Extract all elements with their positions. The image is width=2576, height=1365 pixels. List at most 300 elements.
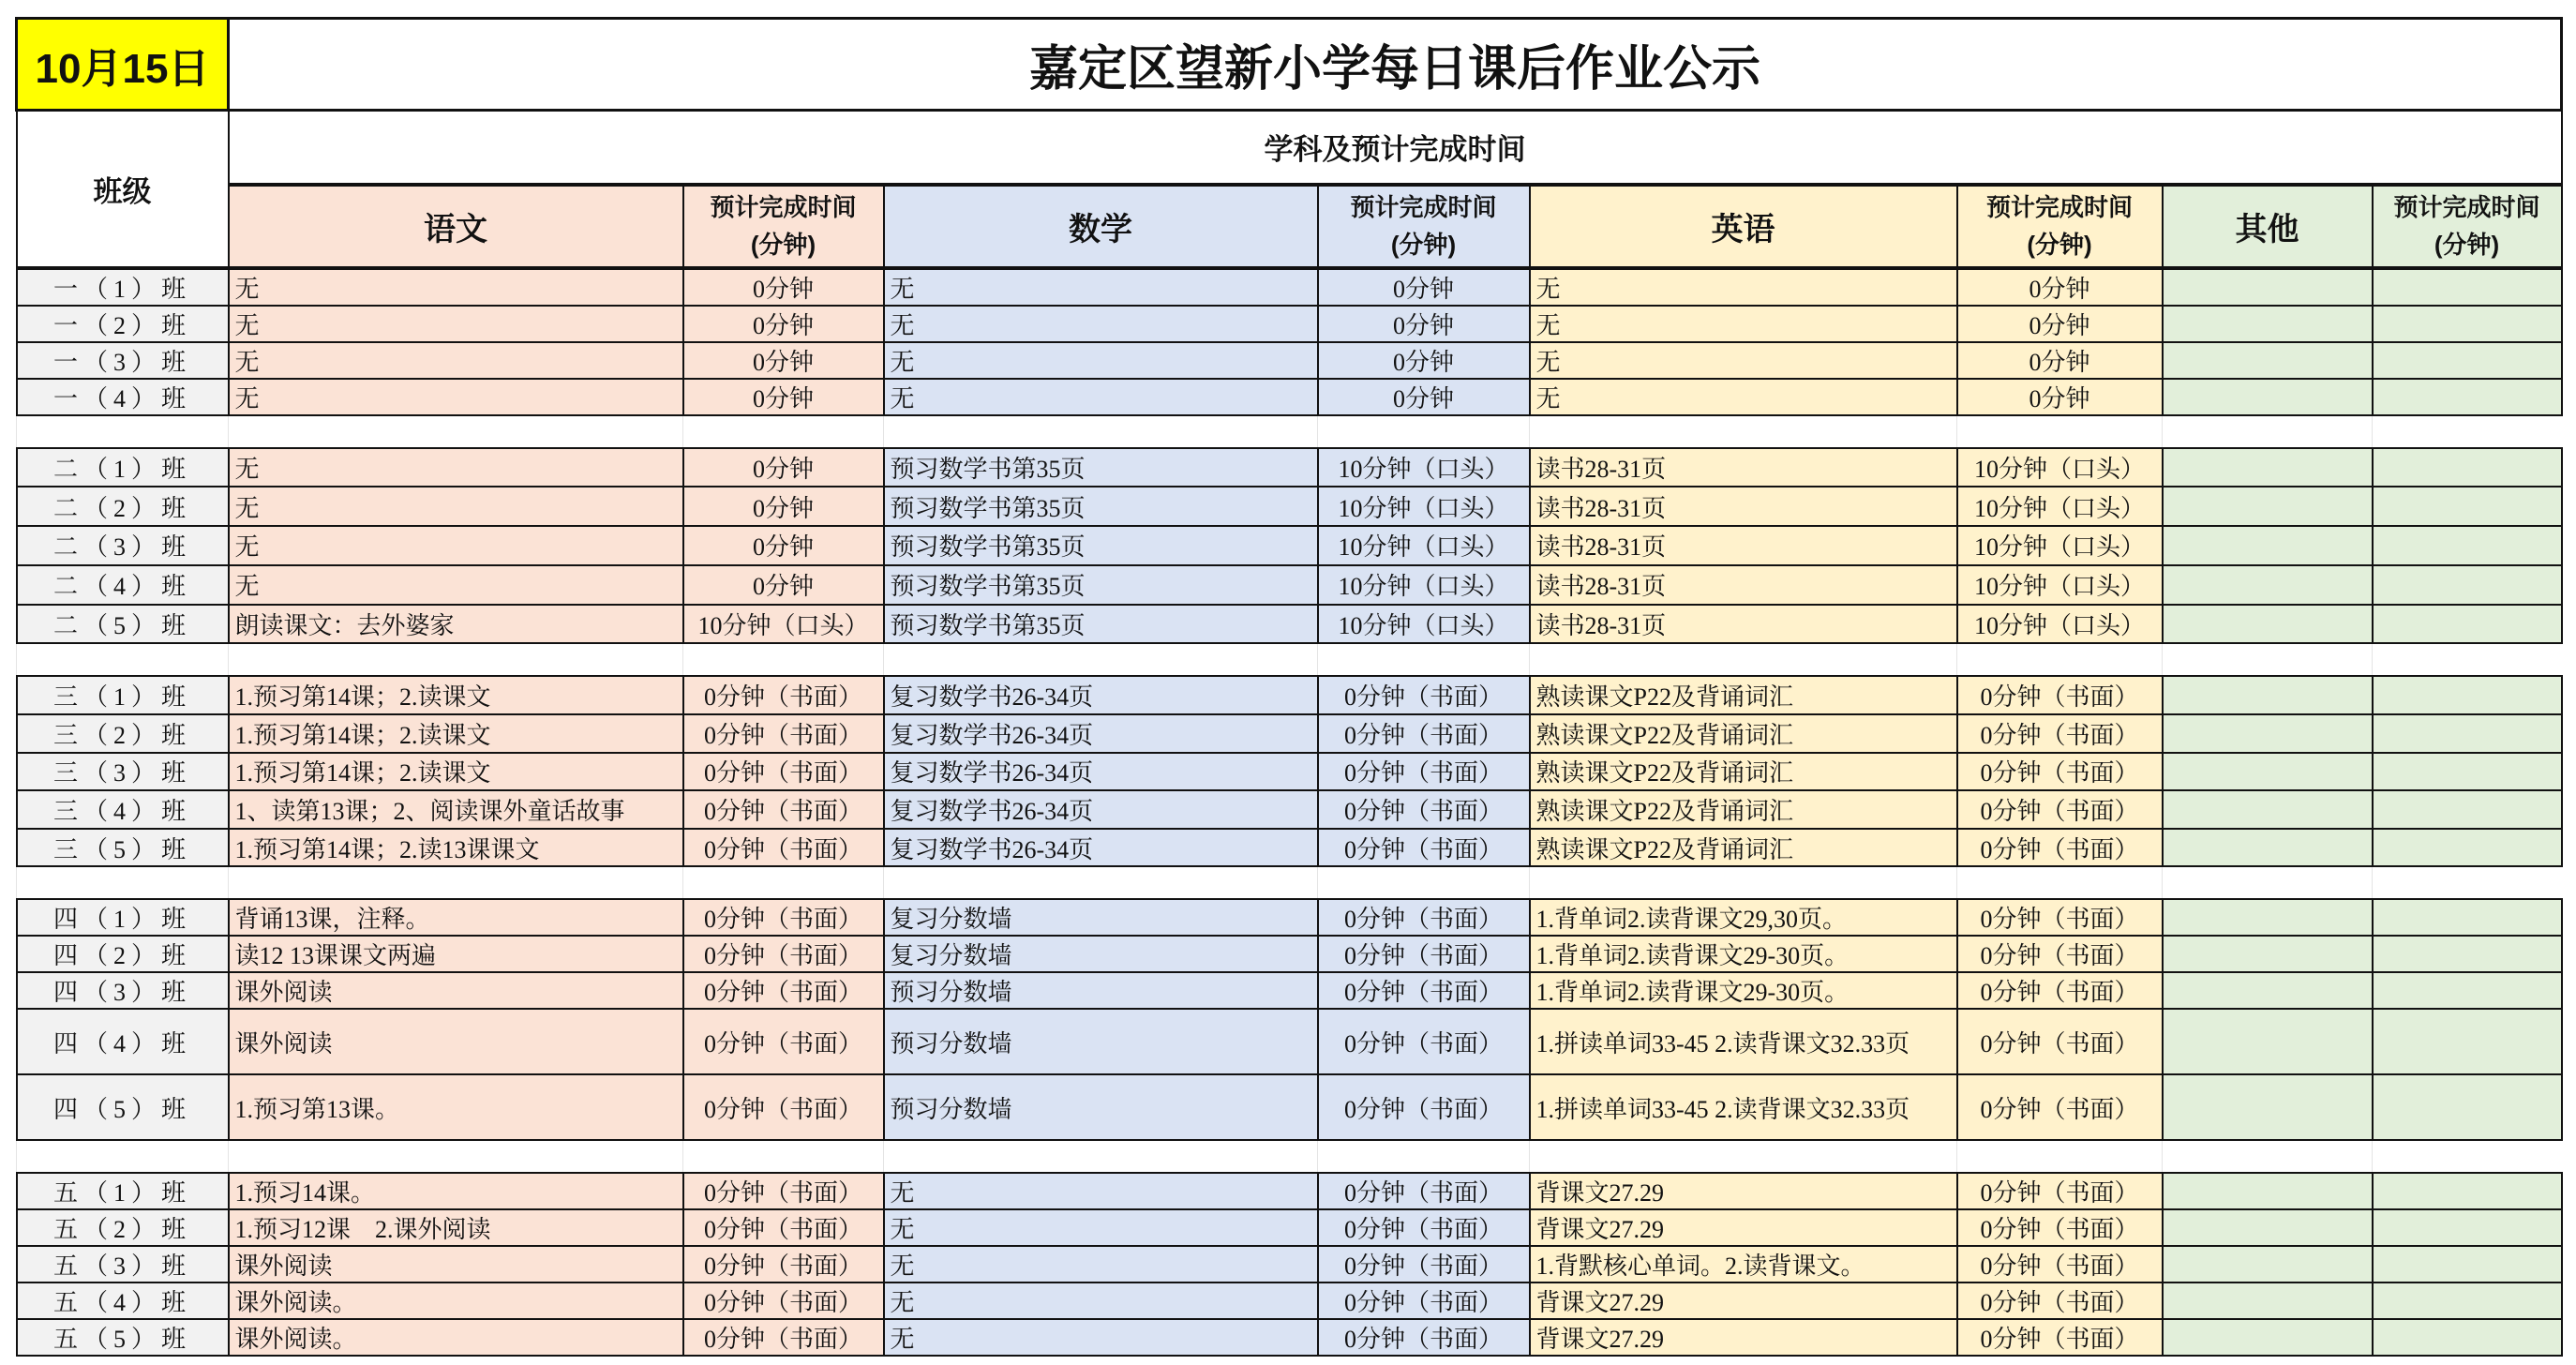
class-cell: 一（4）班 [17,379,229,415]
other-time [2373,899,2562,936]
spacer-cell [884,866,1318,899]
class-cell: 五（1）班 [17,1173,229,1209]
other-time [2373,487,2562,526]
chinese-time: 0分钟（书面） [683,714,884,753]
other-homework [2163,1246,2373,1282]
page-title: 嘉定区望新小学每日课后作业公示 [229,19,2562,111]
spacer-cell [229,415,683,448]
other-homework [2163,1209,2373,1246]
chinese-time: 0分钟（书面） [683,790,884,829]
spacer-cell [2373,415,2562,448]
spacer-cell [2163,866,2373,899]
english-time: 0分钟 [1957,379,2163,415]
grade-spacer [17,1140,2562,1173]
spacer-cell [2163,415,2373,448]
other-time [2373,1074,2562,1140]
other-homework [2163,829,2373,867]
english-homework: 背课文27.29 [1530,1209,1957,1246]
grade-spacer [17,866,2562,899]
english-homework: 读书28-31页 [1530,605,1957,644]
other-homework [2163,714,2373,753]
time-header-line1: 预计完成时间 [710,193,857,221]
other-header: 其他 [2163,185,2373,268]
math-header: 数学 [884,185,1318,268]
math-time: 10分钟（口头） [1318,565,1530,605]
chinese-homework: 无 [229,448,683,488]
math-time: 0分钟 [1318,342,1530,379]
english-time: 0分钟 [1957,306,2163,342]
table-row [17,972,2562,1009]
math-time: 0分钟（书面） [1318,714,1530,753]
grade-spacer [17,643,2562,676]
time-header-line2: (分钟) [2027,231,2092,259]
grade-spacer [17,415,2562,448]
english-homework: 1.背单词2.读背课文29-30页。 [1530,972,1957,1009]
spacer-cell [2163,643,2373,676]
math-time: 10分钟（口头） [1318,605,1530,644]
chinese-time: 0分钟（书面） [683,1246,884,1282]
spacer-cell [2163,1140,2373,1173]
other-time [2373,526,2562,565]
english-homework: 熟读课文P22及背诵词汇 [1530,714,1957,753]
chinese-homework: 无 [229,565,683,605]
table-row [17,487,2562,526]
english-homework: 1.拼读单词33-45 2.读背课文32.33页 [1530,1074,1957,1140]
table-row [17,1246,2562,1282]
time-header-line2: (分钟) [1390,231,1457,259]
chinese-time: 0分钟（书面） [683,676,884,714]
math-time: 10分钟（口头） [1318,526,1530,565]
chinese-homework: 1.预习第14课；2.读13课课文 [229,829,683,867]
english-time: 0分钟（书面） [1957,1246,2163,1282]
english-time: 0分钟（书面） [1957,714,2163,753]
english-homework: 背课文27.29 [1530,1173,1957,1209]
spacer-cell [683,643,884,676]
chinese-homework: 课外阅读 [229,972,683,1009]
class-cell: 五（3）班 [17,1246,229,1282]
chinese-homework: 朗读课文：去外婆家 [229,605,683,644]
math-time: 0分钟（书面） [1318,1246,1530,1282]
chinese-homework: 1.预习第14课；2.读课文 [229,676,683,714]
class-cell: 二（1）班 [17,448,229,488]
table-row [17,676,2562,714]
chinese-time: 0分钟 [683,379,884,415]
table-row [17,1282,2562,1319]
chinese-time: 0分钟（书面） [683,1173,884,1209]
chinese-time: 0分钟 [683,487,884,526]
chinese-homework: 无 [229,526,683,565]
english-homework: 读书28-31页 [1530,526,1957,565]
other-time [2373,1173,2562,1209]
table-row [17,268,2562,306]
class-cell: 一（2）班 [17,306,229,342]
math-homework: 预习分数墙 [884,972,1318,1009]
chinese-time: 0分钟 [683,342,884,379]
math-time: 10分钟（口头） [1318,487,1530,526]
class-cell: 四（4）班 [17,1009,229,1074]
class-header: 班级 [17,111,229,268]
other-time [2373,972,2562,1009]
english-homework: 无 [1530,268,1957,306]
other-homework [2163,972,2373,1009]
spacer-cell [1318,643,1530,676]
english-homework: 读书28-31页 [1530,565,1957,605]
other-homework [2163,487,2373,526]
table-row [17,829,2562,867]
spacer-cell [683,415,884,448]
math-time: 0分钟（书面） [1318,753,1530,791]
spacer-cell [1530,1140,1957,1173]
math-homework: 无 [884,342,1318,379]
class-cell: 三（2）班 [17,714,229,753]
table-row [17,899,2562,936]
english-homework: 熟读课文P22及背诵词汇 [1530,753,1957,791]
english-time-header [1957,185,2163,268]
class-cell: 四（2）班 [17,936,229,972]
class-cell: 二（5）班 [17,605,229,644]
spacer-cell [2373,866,2562,899]
table-row [17,1173,2562,1209]
other-time [2373,342,2562,379]
english-time: 0分钟 [1957,268,2163,306]
chinese-time: 0分钟（书面） [683,972,884,1009]
math-homework: 预习数学书第35页 [884,526,1318,565]
english-time: 10分钟（口头） [1957,487,2163,526]
other-time [2373,448,2562,488]
english-time: 0分钟（书面） [1957,899,2163,936]
math-homework: 无 [884,1209,1318,1246]
other-time [2373,379,2562,415]
chinese-homework: 课外阅读。 [229,1282,683,1319]
math-time: 0分钟（书面） [1318,972,1530,1009]
math-homework: 复习数学书26-34页 [884,753,1318,791]
spacer-cell [17,643,229,676]
math-time: 0分钟（书面） [1318,1074,1530,1140]
math-time-header [1318,185,1530,268]
spacer-cell [683,1140,884,1173]
english-homework: 背课文27.29 [1530,1282,1957,1319]
spacer-cell [1957,415,2163,448]
english-homework: 熟读课文P22及背诵词汇 [1530,676,1957,714]
time-header-line2: (分钟) [750,231,816,259]
english-homework: 无 [1530,342,1957,379]
math-time: 0分钟 [1318,306,1530,342]
chinese-time: 0分钟（书面） [683,936,884,972]
spacer-cell [229,1140,683,1173]
other-time-header [2373,185,2562,268]
spacer-cell [1957,866,2163,899]
class-cell: 二（2）班 [17,487,229,526]
other-time [2373,1209,2562,1246]
math-time: 0分钟（书面） [1318,676,1530,714]
math-homework: 复习分数墙 [884,936,1318,972]
english-time: 0分钟（书面） [1957,753,2163,791]
math-homework: 无 [884,1173,1318,1209]
table-row [17,605,2562,644]
english-homework: 无 [1530,306,1957,342]
class-cell: 二（4）班 [17,565,229,605]
chinese-time: 10分钟（口头） [683,605,884,644]
class-cell: 三（3）班 [17,753,229,791]
chinese-time: 0分钟（书面） [683,1319,884,1356]
chinese-time: 0分钟 [683,448,884,488]
chinese-homework: 无 [229,268,683,306]
subject-header: 学科及预计完成时间 [229,111,2562,185]
class-cell: 四（1）班 [17,899,229,936]
table-row [17,1319,2562,1356]
spacer-cell [1318,415,1530,448]
table-row [17,342,2562,379]
chinese-homework: 课外阅读 [229,1246,683,1282]
chinese-time: 0分钟 [683,526,884,565]
other-time [2373,268,2562,306]
english-time: 0分钟（书面） [1957,1209,2163,1246]
english-time: 10分钟（口头） [1957,526,2163,565]
class-cell: 一（1）班 [17,268,229,306]
class-cell: 一（3）班 [17,342,229,379]
chinese-time: 0分钟 [683,306,884,342]
class-cell: 四（5）班 [17,1074,229,1140]
english-time: 0分钟（书面） [1957,1319,2163,1356]
other-time [2373,676,2562,714]
math-homework: 预习数学书第35页 [884,565,1318,605]
english-time: 0分钟（书面） [1957,972,2163,1009]
other-homework [2163,1009,2373,1074]
other-homework [2163,268,2373,306]
english-homework: 背课文27.29 [1530,1319,1957,1356]
class-cell: 三（1）班 [17,676,229,714]
chinese-time: 0分钟（书面） [683,1009,884,1074]
time-header-line1: 预计完成时间 [1350,193,1497,221]
class-cell: 五（5）班 [17,1319,229,1356]
math-homework: 复习数学书26-34页 [884,676,1318,714]
spacer-cell [17,1140,229,1173]
spacer-cell [229,643,683,676]
chinese-time-header [683,185,884,268]
math-homework: 无 [884,306,1318,342]
other-homework [2163,448,2373,488]
chinese-homework: 无 [229,306,683,342]
chinese-homework: 1、读第13课；2、阅读课外童话故事 [229,790,683,829]
chinese-homework: 1.预习第14课；2.读课文 [229,753,683,791]
class-cell: 三（4）班 [17,790,229,829]
math-homework: 无 [884,1319,1318,1356]
chinese-time: 0分钟 [683,268,884,306]
other-time [2373,1009,2562,1074]
english-homework: 读书28-31页 [1530,487,1957,526]
english-time: 10分钟（口头） [1957,448,2163,488]
spacer-cell [884,1140,1318,1173]
english-time: 0分钟（书面） [1957,676,2163,714]
chinese-homework: 1.预习12课 2.课外阅读 [229,1209,683,1246]
math-time: 0分钟 [1318,379,1530,415]
time-header-line1: 预计完成时间 [2393,193,2540,221]
chinese-header: 语文 [229,185,683,268]
date-cell: 10月15日 [17,19,229,111]
other-homework [2163,1319,2373,1356]
math-homework: 复习数学书26-34页 [884,714,1318,753]
spacer-cell [17,415,229,448]
spacer-cell [1318,866,1530,899]
chinese-homework: 1.预习第13课。 [229,1074,683,1140]
math-time: 0分钟（书面） [1318,899,1530,936]
english-homework: 熟读课文P22及背诵词汇 [1530,790,1957,829]
math-time: 0分钟（书面） [1318,829,1530,867]
other-time [2373,1282,2562,1319]
english-homework: 熟读课文P22及背诵词汇 [1530,829,1957,867]
english-homework: 1.背单词2.读背课文29-30页。 [1530,936,1957,972]
english-homework: 1.背单词2.读背课文29,30页。 [1530,899,1957,936]
other-homework [2163,379,2373,415]
chinese-homework: 无 [229,342,683,379]
time-header-line1: 预计完成时间 [1985,193,2133,221]
spacer-cell [1318,1140,1530,1173]
english-time: 0分钟（书面） [1957,936,2163,972]
table-row [17,448,2562,488]
math-time: 0分钟（书面） [1318,1282,1530,1319]
english-time: 10分钟（口头） [1957,565,2163,605]
other-homework [2163,1282,2373,1319]
math-homework: 预习数学书第35页 [884,605,1318,644]
chinese-time: 0分钟（书面） [683,829,884,867]
spacer-cell [17,866,229,899]
english-time: 10分钟（口头） [1957,605,2163,644]
english-homework: 无 [1530,379,1957,415]
table-row [17,1074,2562,1140]
table-row [17,379,2562,415]
other-time [2373,936,2562,972]
spacer-cell [1957,643,2163,676]
other-homework [2163,342,2373,379]
english-homework: 读书28-31页 [1530,448,1957,488]
spacer-cell [884,643,1318,676]
chinese-time: 0分钟（书面） [683,753,884,791]
table-row [17,526,2562,565]
time-header-line2: (分钟) [2434,231,2500,259]
table-row [17,790,2562,829]
math-homework: 预习分数墙 [884,1009,1318,1074]
other-time [2373,1246,2562,1282]
table-row [17,714,2562,753]
table-row [17,1209,2562,1246]
spacer-cell [2373,643,2562,676]
other-homework [2163,1173,2373,1209]
homework-table [15,17,2563,1357]
other-time [2373,753,2562,791]
other-homework [2163,676,2373,714]
math-homework: 预习数学书第35页 [884,487,1318,526]
math-time: 10分钟（口头） [1318,448,1530,488]
english-header: 英语 [1530,185,1957,268]
other-time [2373,790,2562,829]
chinese-time: 0分钟（书面） [683,1209,884,1246]
chinese-homework: 课外阅读。 [229,1319,683,1356]
math-homework: 无 [884,1246,1318,1282]
math-homework: 无 [884,1282,1318,1319]
chinese-time: 0分钟（书面） [683,1282,884,1319]
math-time: 0分钟（书面） [1318,1173,1530,1209]
english-time: 0分钟（书面） [1957,1074,2163,1140]
table-row [17,1009,2562,1074]
spacer-cell [2373,1140,2562,1173]
spacer-cell [683,866,884,899]
math-homework: 复习数学书26-34页 [884,829,1318,867]
other-homework [2163,753,2373,791]
math-homework: 无 [884,379,1318,415]
math-homework: 预习数学书第35页 [884,448,1318,488]
class-cell: 五（4）班 [17,1282,229,1319]
chinese-time: 0分钟（书面） [683,1074,884,1140]
other-time [2373,829,2562,867]
other-homework [2163,565,2373,605]
table-row [17,936,2562,972]
class-cell: 五（2）班 [17,1209,229,1246]
other-homework [2163,306,2373,342]
other-time [2373,565,2562,605]
english-homework: 1.拼读单词33-45 2.读背课文32.33页 [1530,1009,1957,1074]
math-homework: 复习数学书26-34页 [884,790,1318,829]
class-cell: 二（3）班 [17,526,229,565]
math-homework: 无 [884,268,1318,306]
chinese-time: 0分钟 [683,565,884,605]
other-time [2373,1319,2562,1356]
chinese-homework: 背诵13课，注释。 [229,899,683,936]
other-time [2373,605,2562,644]
chinese-homework: 1.预习14课。 [229,1173,683,1209]
spacer-cell [1530,415,1957,448]
english-time: 0分钟 [1957,342,2163,379]
other-homework [2163,605,2373,644]
english-time: 0分钟（书面） [1957,829,2163,867]
math-homework: 预习分数墙 [884,1074,1318,1140]
chinese-homework: 无 [229,487,683,526]
math-time: 0分钟（书面） [1318,936,1530,972]
other-time [2373,714,2562,753]
table-row [17,565,2562,605]
other-homework [2163,526,2373,565]
class-cell: 三（5）班 [17,829,229,867]
table-row [17,753,2562,791]
spacer-cell [884,415,1318,448]
other-homework [2163,899,2373,936]
english-time: 0分钟（书面） [1957,790,2163,829]
spacer-cell [1957,1140,2163,1173]
spacer-cell [1530,643,1957,676]
other-homework [2163,790,2373,829]
other-time [2373,306,2562,342]
spacer-cell [229,866,683,899]
english-time: 0分钟（书面） [1957,1009,2163,1074]
math-time: 0分钟 [1318,268,1530,306]
table-row [17,306,2562,342]
english-time: 0分钟（书面） [1957,1173,2163,1209]
chinese-homework: 读12 13课课文两遍 [229,936,683,972]
english-time: 0分钟（书面） [1957,1282,2163,1319]
math-time: 0分钟（书面） [1318,790,1530,829]
math-time: 0分钟（书面） [1318,1009,1530,1074]
other-homework [2163,936,2373,972]
chinese-homework: 课外阅读 [229,1009,683,1074]
math-time: 0分钟（书面） [1318,1319,1530,1356]
math-homework: 复习分数墙 [884,899,1318,936]
chinese-homework: 无 [229,379,683,415]
chinese-homework: 1.预习第14课；2.读课文 [229,714,683,753]
class-cell: 四（3）班 [17,972,229,1009]
spacer-cell [1530,866,1957,899]
chinese-time: 0分钟（书面） [683,899,884,936]
math-time: 0分钟（书面） [1318,1209,1530,1246]
english-homework: 1.背默核心单词。2.读背课文。 [1530,1246,1957,1282]
